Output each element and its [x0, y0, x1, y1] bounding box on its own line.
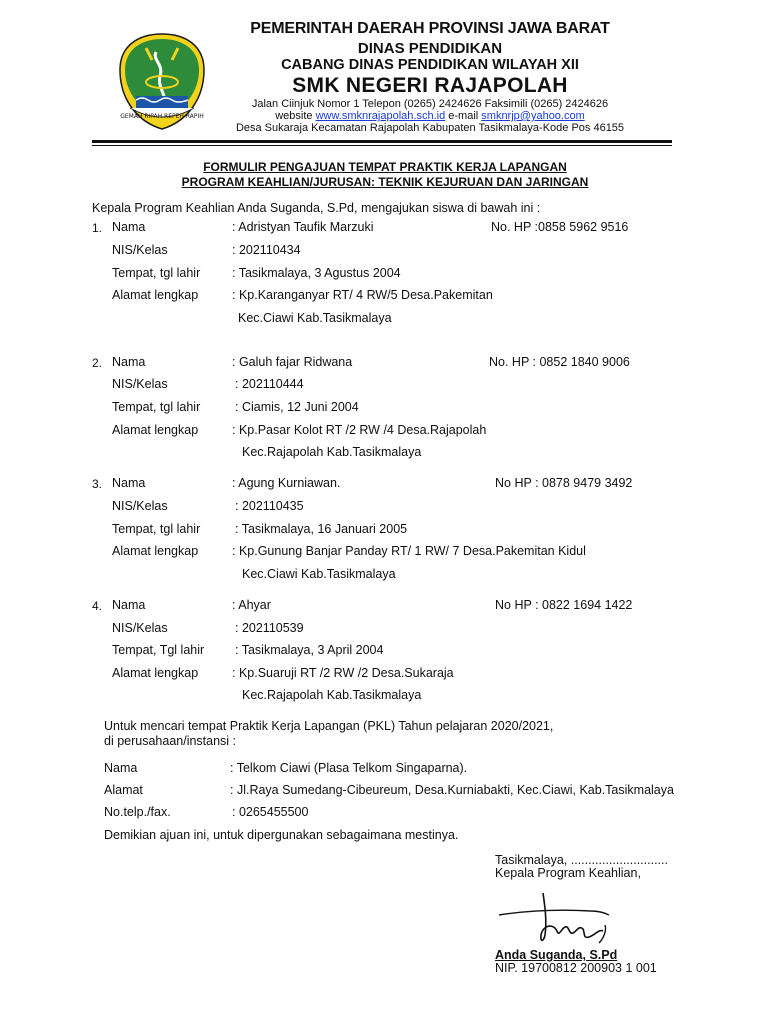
student-number: 2. — [92, 356, 103, 370]
student-address-label: Alamat lengkap — [112, 288, 199, 302]
student-birth-label: Tempat, tgl lahir — [112, 266, 201, 280]
company-phone: : 0265455500 — [232, 805, 309, 819]
letterhead-branch: CABANG DINAS PENDIDIKAN WILAYAH XII — [281, 57, 579, 73]
intro-text: Kepala Program Keahlian Anda Suganda, S.Pd, mengajukan siswa di bawah ini : — [92, 201, 541, 215]
letterhead-government: PEMERINTAH DAERAH PROVINSI JAWA BARAT — [250, 20, 610, 37]
student-birth: : Tasikmalaya, 3 Agustus 2004 — [232, 266, 401, 280]
signature-role: Kepala Program Keahlian, — [495, 866, 641, 880]
student-nis-label: NIS/Kelas — [112, 243, 168, 257]
school-name: SMK NEGERI RAJAPOLAH — [292, 74, 568, 97]
company-name-label: Nama — [104, 761, 138, 775]
student-address: : Kp.Suaruji RT /2 RW /2 Desa.Sukaraja — [232, 666, 454, 680]
student-address-cont: Kec.Rajapolah Kab.Tasikmalaya — [242, 445, 422, 459]
student-name-label: Nama — [112, 355, 146, 369]
student-nis-label: NIS/Kelas — [112, 377, 168, 391]
student-name-label: Nama — [112, 476, 146, 490]
email-label: e-mail — [448, 110, 479, 122]
form-title: FORMULIR PENGAJUAN TEMPAT PRAKTIK KERJA LAPANGAN — [203, 160, 567, 174]
student-birth-label: Tempat, tgl lahir — [112, 400, 201, 414]
school-location: Desa Sukaraja Kecamatan Rajapolah Kabupaten Tasikmalaya-Kode Pos 46155 — [235, 122, 625, 134]
student-number: 1. — [92, 221, 103, 235]
student-name-label: Nama — [112, 598, 146, 612]
student-address-cont: Kec.Ciawi Kab.Tasikmalaya — [238, 311, 392, 325]
student-name: : Adristyan Taufik Marzuki — [232, 220, 374, 234]
company-phone-label: No.telp./fax. — [104, 805, 171, 819]
student-number: 3. — [92, 477, 103, 491]
student-number: 4. — [92, 599, 103, 613]
company-name: : Telkom Ciawi (Plasa Telkom Singaparna). — [230, 761, 468, 775]
website-link[interactable]: www.smknrajapolah.sch.id — [315, 110, 446, 122]
student-address-label: Alamat lengkap — [112, 544, 199, 558]
student-name: : Ahyar — [232, 598, 271, 612]
letterhead-divider-thin — [92, 145, 672, 146]
logo-motto: GEMAH RIPAH REPEH RAPIH — [120, 113, 204, 120]
purpose-text: Untuk mencari tempat Praktik Kerja Lapangan (PKL) Tahun pelajaran 2020/2021, — [104, 719, 554, 733]
student-phone: No HP : 0822 1694 1422 — [495, 598, 633, 612]
student-name-label: Nama — [112, 220, 146, 234]
letterhead-department: DINAS PENDIDIKAN — [357, 40, 503, 57]
student-nis: : 202110435 — [235, 499, 304, 513]
student-name: : Agung Kurniawan. — [232, 476, 341, 490]
student-nis-label: NIS/Kelas — [112, 621, 168, 635]
school-address: Jalan Ciinjuk Nomor 1 Telepon (0265) 2424626 Faksimili (0265) 2424626 — [251, 98, 609, 110]
student-nis: : 202110434 — [232, 243, 301, 257]
letterhead-divider-thick — [92, 140, 672, 143]
student-name: : Galuh fajar Ridwana — [232, 355, 353, 369]
student-address-cont: Kec.Ciawi Kab.Tasikmalaya — [242, 567, 396, 581]
student-address-label: Alamat lengkap — [112, 666, 199, 680]
student-nis: : 202110444 — [235, 377, 304, 391]
student-address-label: Alamat lengkap — [112, 423, 199, 437]
form-subtitle: PROGRAM KEAHLIAN/JURUSAN: TEKNIK KEJURUAN DAN JARINGAN — [181, 175, 589, 189]
student-birth: : Tasikmalaya, 3 April 2004 — [235, 643, 384, 657]
student-address: : Kp.Gunung Banjar Panday RT/ 1 RW/ 7 Desa.Pakemitan Kidul — [232, 544, 586, 558]
student-birth: : Ciamis, 12 Juni 2004 — [235, 400, 359, 414]
company-address-label: Alamat — [104, 783, 143, 797]
student-birth: : Tasikmalaya, 16 Januari 2005 — [235, 522, 408, 536]
closing-text: Demikian ajuan ini, untuk dipergunakan sebagaimana mestinya. — [104, 828, 459, 842]
handwritten-signature — [495, 885, 625, 950]
company-address: : Jl.Raya Sumedang-Cibeureum, Desa.Kurniabakti, Kec.Ciawi, Kab.Tasikmalaya — [230, 783, 674, 797]
student-phone: No. HP : 0852 1840 9006 — [489, 355, 630, 369]
student-phone: No HP : 0878 9479 3492 — [495, 476, 633, 490]
signatory-nip: NIP. 19700812 200903 1 001 — [495, 961, 657, 975]
student-phone: No. HP :0858 5962 9516 — [491, 220, 629, 234]
student-address: : Kp.Pasar Kolot RT /2 RW /4 Desa.Rajapolah — [232, 423, 487, 437]
student-address: : Kp.Karanganyar RT/ 4 RW/5 Desa.Pakemitan — [232, 288, 493, 302]
student-birth-label: Tempat, Tgl lahir — [112, 643, 205, 657]
student-nis-label: NIS/Kelas — [112, 499, 168, 513]
school-contact — [180, 110, 680, 122]
signatory-name: Anda Suganda, S.Pd — [495, 948, 618, 962]
email-link[interactable]: smknrjp@yahoo.com — [481, 110, 585, 122]
student-address-cont: Kec.Rajapolah Kab.Tasikmalaya — [242, 688, 422, 702]
purpose-text-cont: di perusahaan/instansi : — [104, 734, 237, 748]
student-birth-label: Tempat, tgl lahir — [112, 522, 201, 536]
website-label: website — [275, 110, 313, 122]
student-nis: : 202110539 — [235, 621, 304, 635]
signature-place-date: Tasikmalaya, ............................ — [495, 853, 668, 867]
